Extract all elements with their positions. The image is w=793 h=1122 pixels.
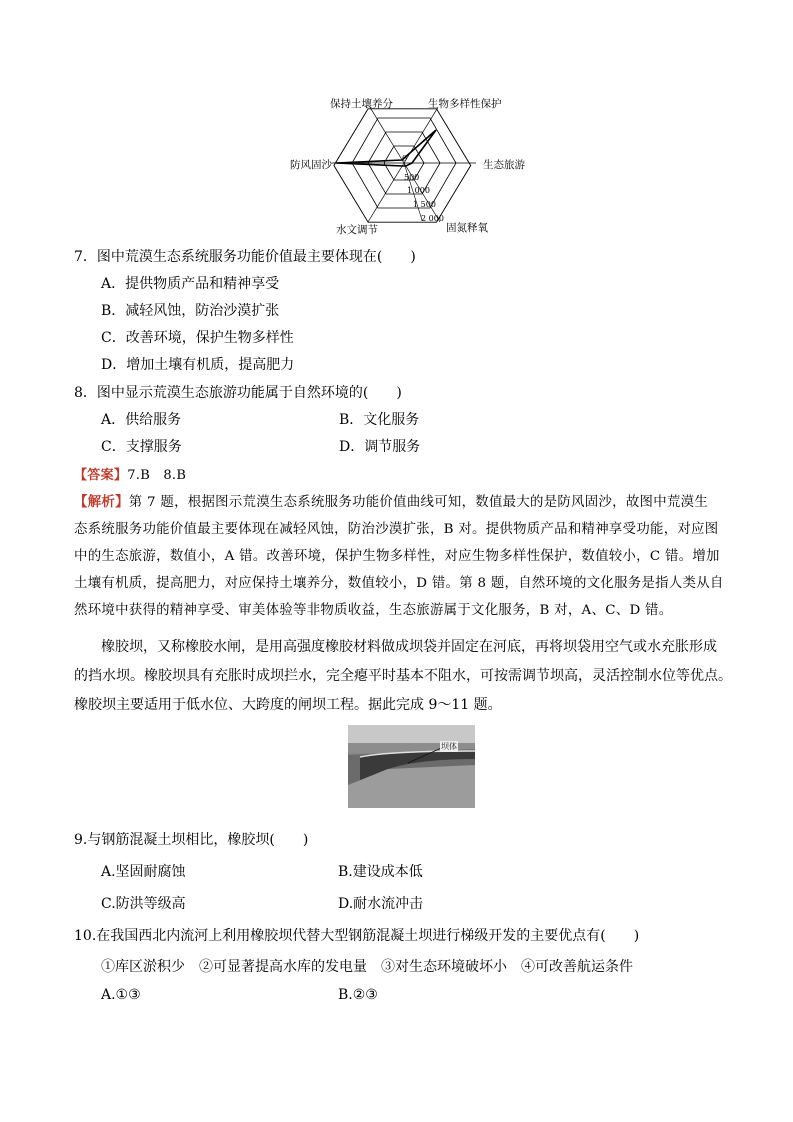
tick-1000: 1 000 [407, 186, 430, 195]
rubber-dam-photo [348, 725, 475, 808]
q8-option-b: B．文化服务 [339, 412, 420, 428]
q8-option-c: C．支撑服务 [101, 439, 182, 455]
q10-option-a: A.①③ [101, 987, 141, 1003]
analysis-line-4: 土壤有机质，提高肥力，对应保持土壤养分，数值较小，D 错。第 8 题，自然环境的文化服务是指人类从自 [74, 576, 724, 591]
analysis-text-1: 第 7 题，根据图示荒漠生态系统服务功能价值曲线可知，数值最大的是防风固沙，故图中荒漠生 [128, 495, 709, 510]
analysis-line-5: 然环境中获得的精神享受、审美体验等非物质收益，生态旅游属于文化服务，B 对，A、C、D 错。 [74, 603, 673, 618]
passage-line-3: 橡胶坝主要适用于低水位、大跨度的闸坝工程。据此完成 9～11 题。 [74, 697, 502, 713]
analysis-tag: 【解析】 [74, 494, 129, 510]
q8-option-a: A．供给服务 [101, 412, 182, 428]
radar-spoke [368, 108, 404, 163]
passage-line-2: 的挡水坝。橡胶坝具有充胀时成坝拦水，完全瘪平时基本不阻水，可按需调节坝高，灵活控制水位等优点。 [74, 668, 732, 684]
analysis-line-2: 态系统服务功能价值最主要体现在减轻风蚀，防治沙漠扩张，B 对。提供物质产品和精神享受功能，对应图 [74, 522, 719, 537]
q9-option-d: D.耐水流冲击 [338, 896, 424, 912]
axis-label-biodiversity: 生物多样性保护 [428, 98, 502, 110]
q7-option-c: C．改善环境，保护生物多样性 [101, 330, 294, 346]
radar-spoke [404, 108, 440, 163]
tick-1500: 1 500 [413, 200, 436, 209]
axis-label-windbreak: 防风固沙 [290, 159, 332, 171]
rubber-dam-illustration [348, 725, 475, 808]
q9-option-c: C.防洪等级高 [101, 896, 186, 912]
q10-stem: 10.在我国西北内流河上利用橡胶坝代替大型钢筋混凝土坝进行梯级开发的主要优点有( ) [74, 928, 640, 944]
photo-label-dam-body: 坝体 [441, 742, 457, 751]
axis-label-nitrogen: 固氮释氧 [446, 222, 488, 234]
q10-option-b: B.②③ [338, 987, 378, 1003]
passage-line-1: 橡胶坝，又称橡胶水闸，是用高强度橡胶材料做成坝袋并固定在河底，再将坝袋用空气或水充胀形成 [101, 639, 717, 655]
q8-stem: 8．图中显示荒漠生态旅游功能属于自然环境的( ) [74, 385, 402, 401]
q7-option-d: D．增加土壤有机质，提高肥力 [101, 357, 295, 373]
q9-option-b: B.建设成本低 [338, 864, 423, 880]
q9-option-a: A.坚固耐腐蚀 [101, 864, 186, 880]
q7-option-a: A．提供物质产品和精神享受 [101, 276, 280, 292]
q7-option-b: B．减轻风蚀，防治沙漠扩张 [101, 303, 280, 319]
answer-tag: 【答案】 [74, 468, 128, 483]
axis-label-hydrology: 水文调节 [336, 224, 378, 236]
axis-label-tourism: 生态旅游 [483, 159, 525, 171]
q8-option-d: D．调节服务 [339, 439, 421, 455]
q9-stem: 9.与钢筋混凝土坝相比，橡胶坝( ) [74, 832, 309, 848]
analysis-line-1 [74, 491, 724, 510]
q7-stem: 7．图中荒漠生态系统服务功能价值最主要体现在( ) [74, 249, 416, 265]
answer-text: 7.B 8.B [127, 468, 187, 483]
tick-0: 0 [402, 154, 408, 163]
answer-line [74, 464, 724, 483]
tick-500: 500 [404, 173, 420, 182]
tick-2000: 2 000 [421, 214, 444, 223]
q10-items: ①库区淤积少 ②可显著提高水库的发电量 ③对生态环境破坏小 ④可改善航运条件 [101, 959, 633, 975]
analysis-line-3: 中的生态旅游，数值小，A 错。改善环境，保护生物多样性，对应生物多样性保护，数值较小，C 错。增加 [74, 549, 720, 564]
radar-chart [330, 108, 480, 226]
axis-label-soil: 保持土壤养分 [330, 98, 393, 110]
